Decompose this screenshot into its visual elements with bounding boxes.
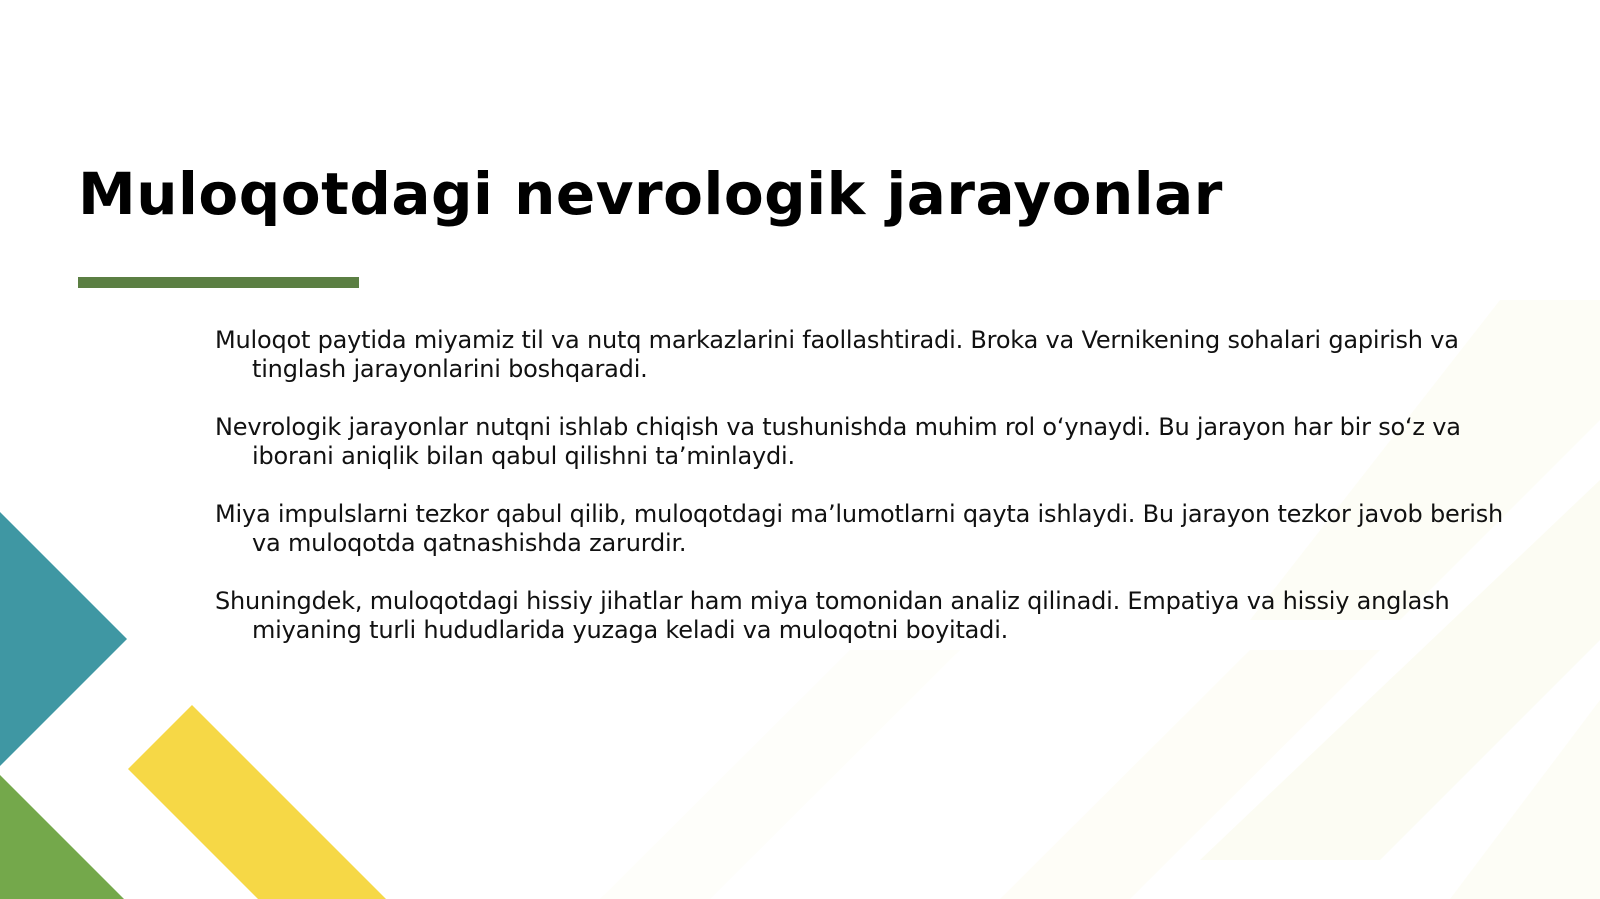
body-paragraph: Nevrologik jarayonlar nutqni ishlab chiqish va tushunishda muhim rol o‘ynaydi. Bu jarayon har bir so‘z va iborani aniqlik bilan qabul qilishni ta’minlaydi. [215,413,1461,470]
teal-triangle-shape [0,512,127,766]
background-stripe-5 [600,650,960,899]
body-paragraph: Muloqot paytida miyamiz til va nutq markazlarini faollashtiradi. Broka va Vernikening sohalari gapirish va tinglash jarayonlarini boshqaradi. [215,326,1459,383]
title-accent-bar-fill [78,277,359,288]
yellow-stripe-shape [128,705,386,899]
body-paragraph-list [215,326,1515,674]
body-paragraph: Shuningdek, muloqotdagi hissiy jihatlar ham miya tomonidan analiz qilinadi. Empatiya va hissiy anglash miyaning turli hududlarida yuzaga keladi va muloqotni boyitadi. [215,587,1450,644]
light-green-triangle-shape [0,775,124,899]
slide-title: Muloqotdagi nevrologik jarayonlar [78,160,1223,228]
body-paragraph: Miya impulslarni tezkor qabul qilib, muloqotdagi ma’lumotlarni qayta ishlaydi. Bu jarayon tezkor javob berish va muloqotda qatnashishda zarurdir. [215,500,1504,557]
title-accent-bar [78,277,359,288]
